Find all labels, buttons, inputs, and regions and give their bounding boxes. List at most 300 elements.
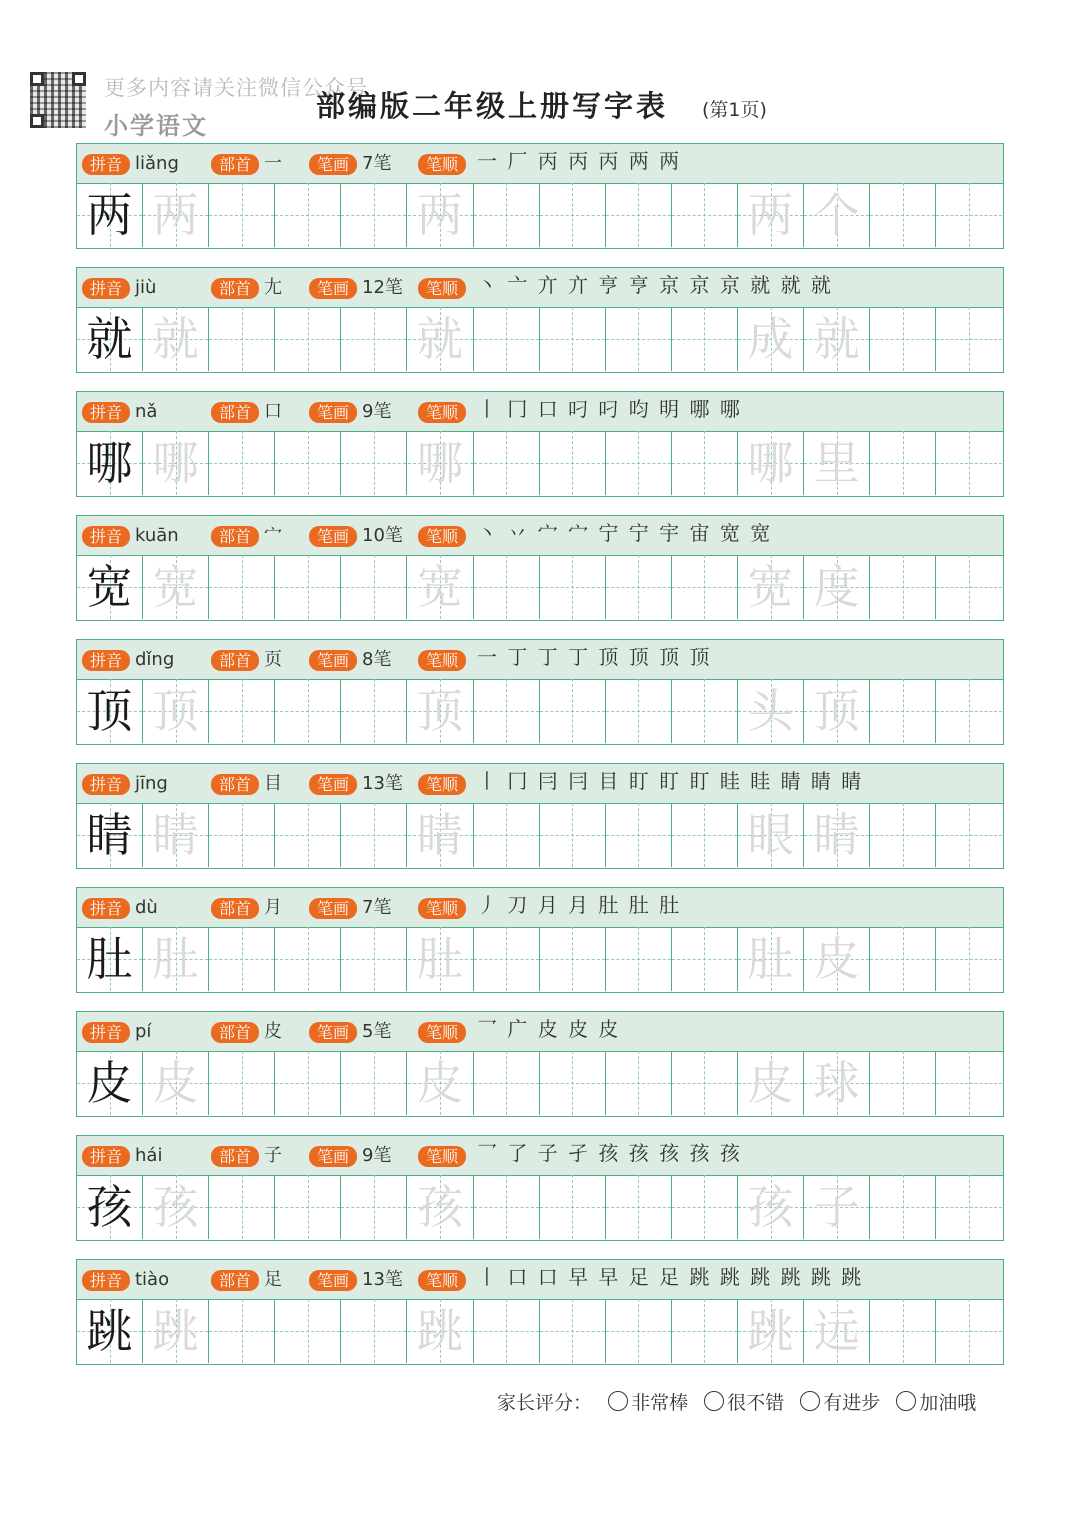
pinyin-value: dǐng — [135, 649, 175, 670]
tian-cell[interactable] — [474, 1299, 540, 1363]
strokes-value: 13笔 — [362, 773, 403, 794]
tian-cell[interactable] — [143, 1299, 209, 1363]
page-number: (第1页) — [702, 99, 767, 121]
strokes-tag: 笔画 — [309, 1022, 357, 1043]
tian-cell[interactable] — [341, 1175, 407, 1239]
strokes-tag: 笔画 — [309, 278, 357, 299]
tian-cell[interactable] — [738, 1051, 804, 1115]
tian-cell[interactable] — [672, 307, 738, 371]
pinyin-tag: 拼音 — [82, 1270, 130, 1291]
tian-cell[interactable] — [936, 1299, 1002, 1363]
tian-cell[interactable] — [341, 307, 407, 371]
tian-cell[interactable] — [804, 307, 870, 371]
trace-character: 度 — [813, 560, 860, 614]
order-tag: 笔顺 — [418, 526, 466, 547]
writing-grid — [77, 555, 1002, 619]
tian-cell[interactable] — [408, 1175, 474, 1239]
trace-character: 睛 — [417, 808, 463, 862]
tian-cell[interactable] — [209, 803, 275, 867]
trace-character: 就 — [417, 312, 463, 366]
tian-cell[interactable] — [341, 431, 407, 495]
trace-character: 顶 — [417, 684, 463, 738]
tian-cell[interactable] — [77, 431, 143, 495]
qr-code — [30, 72, 86, 128]
trace-character: 宽 — [152, 560, 199, 614]
order-tag: 笔顺 — [418, 278, 466, 299]
tian-cell[interactable] — [275, 927, 341, 991]
tian-cell[interactable] — [672, 1299, 738, 1363]
tian-cell[interactable] — [606, 803, 672, 867]
char-info-bar — [77, 888, 1003, 928]
tian-cell[interactable] — [606, 555, 672, 619]
tian-cell[interactable] — [738, 1175, 804, 1239]
page-title: 部编版二年级上册写字表 — [316, 89, 669, 123]
char-card — [76, 267, 1004, 373]
pinyin-value: liǎng — [135, 153, 179, 174]
radical-tag: 部首 — [211, 1022, 259, 1043]
pinyin-value: dù — [135, 897, 158, 918]
trace-character: 就 — [152, 312, 199, 366]
char-card — [76, 1011, 1004, 1117]
radical-value: 一 — [264, 153, 282, 174]
tian-cell[interactable] — [77, 183, 143, 247]
radical-value: 尢 — [264, 277, 282, 298]
tian-cell[interactable] — [209, 927, 275, 991]
strokes-tag: 笔画 — [309, 154, 357, 175]
char-info-bar — [77, 1136, 1003, 1176]
rating-radio-2[interactable] — [704, 1391, 724, 1411]
trace-character: 孩 — [747, 1180, 794, 1234]
tian-cell[interactable] — [870, 183, 936, 247]
tian-cell[interactable] — [870, 431, 936, 495]
strokes-value: 13笔 — [362, 1269, 403, 1290]
tian-cell[interactable] — [672, 679, 738, 743]
pinyin-tag: 拼音 — [82, 1022, 130, 1043]
order-tag: 笔顺 — [418, 898, 466, 919]
tian-cell[interactable] — [143, 183, 209, 247]
tian-cell[interactable] — [936, 307, 1002, 371]
radical-value: 月 — [264, 897, 282, 918]
strokes-tag: 笔画 — [309, 1270, 357, 1291]
char-card — [76, 763, 1004, 869]
strokes-value: 9笔 — [362, 401, 392, 422]
tian-cell[interactable] — [77, 679, 143, 743]
char-card — [76, 1259, 1004, 1365]
pinyin-tag: 拼音 — [82, 154, 130, 175]
tian-cell[interactable] — [606, 1051, 672, 1115]
pinyin-tag: 拼音 — [82, 1146, 130, 1167]
tian-cell[interactable] — [209, 431, 275, 495]
strokes-value: 5笔 — [362, 1021, 392, 1042]
writing-grid — [77, 679, 1002, 743]
tian-cell[interactable] — [540, 183, 606, 247]
tian-cell[interactable] — [408, 803, 474, 867]
tian-cell[interactable] — [77, 1051, 143, 1115]
tian-cell[interactable] — [143, 1051, 209, 1115]
char-card — [76, 887, 1004, 993]
tian-cell[interactable] — [804, 1051, 870, 1115]
pinyin-tag: 拼音 — [82, 774, 130, 795]
tian-cell[interactable] — [672, 927, 738, 991]
tian-cell[interactable] — [606, 1299, 672, 1363]
tian-cell[interactable] — [870, 1051, 936, 1115]
trace-character: 跳 — [152, 1304, 199, 1358]
char-card — [76, 391, 1004, 497]
stroke-order: 丨 冂 冃 冃 目 盯 盯 盯 眭 眭 睛 睛 睛 — [477, 769, 864, 793]
trace-character: 孩 — [152, 1180, 199, 1234]
stroke-order: 一 厂 丙 丙 丙 两 两 — [477, 149, 682, 173]
tian-cell[interactable] — [209, 1051, 275, 1115]
tian-cell[interactable] — [143, 1175, 209, 1239]
tian-cell[interactable] — [870, 803, 936, 867]
tian-cell[interactable] — [474, 555, 540, 619]
tian-cell[interactable] — [341, 679, 407, 743]
trace-character: 球 — [813, 1056, 860, 1110]
strokes-tag: 笔画 — [309, 526, 357, 547]
char-info-bar — [77, 392, 1003, 432]
order-tag: 笔顺 — [418, 402, 466, 423]
trace-character: 皮 — [813, 932, 860, 986]
trace-character: 哪 — [417, 436, 463, 490]
radical-value: 宀 — [264, 525, 282, 546]
tian-cell[interactable] — [870, 307, 936, 371]
trace-character: 两 — [417, 188, 463, 242]
tian-cell[interactable] — [738, 679, 804, 743]
tian-cell[interactable] — [672, 1051, 738, 1115]
rating-option: 加油哦 — [919, 1392, 977, 1414]
tian-cell[interactable] — [804, 555, 870, 619]
tian-cell[interactable] — [738, 183, 804, 247]
rating-radio-1[interactable] — [608, 1391, 628, 1411]
pinyin-value: kuān — [135, 525, 179, 546]
tian-cell[interactable] — [209, 679, 275, 743]
tian-cell[interactable] — [341, 183, 407, 247]
tian-cell[interactable] — [936, 927, 1002, 991]
strokes-value: 10笔 — [362, 525, 403, 546]
tian-cell[interactable] — [275, 679, 341, 743]
pinyin-value: hái — [135, 1145, 163, 1166]
model-character: 睛 — [86, 808, 133, 862]
tian-cell[interactable] — [77, 1299, 143, 1363]
tian-cell[interactable] — [209, 307, 275, 371]
tian-cell[interactable] — [408, 307, 474, 371]
tian-cell[interactable] — [870, 1299, 936, 1363]
pinyin-tag: 拼音 — [82, 278, 130, 299]
tian-cell[interactable] — [936, 1051, 1002, 1115]
tian-cell[interactable] — [870, 1175, 936, 1239]
tian-cell[interactable] — [275, 1299, 341, 1363]
char-info-bar — [77, 1260, 1003, 1300]
pinyin-value: nǎ — [135, 401, 158, 422]
tian-cell[interactable] — [804, 183, 870, 247]
model-character: 就 — [86, 312, 133, 366]
char-card — [76, 1135, 1004, 1241]
tian-cell[interactable] — [143, 679, 209, 743]
stroke-order: 丶 亠 亣 亣 亨 亨 京 京 京 就 就 就 — [477, 273, 833, 297]
follow-prompt: 更多内容请关注微信公众号 — [104, 76, 368, 100]
trace-character: 眼 — [747, 808, 794, 862]
tian-cell[interactable] — [540, 1175, 606, 1239]
tian-cell[interactable] — [804, 679, 870, 743]
tian-cell[interactable] — [474, 679, 540, 743]
stroke-order: 丨 口 口 早 早 足 足 跳 跳 跳 跳 跳 跳 — [477, 1265, 864, 1289]
stroke-order: 乛 了 子 孑 孩 孩 孩 孩 孩 — [477, 1141, 742, 1165]
trace-character: 头 — [747, 684, 794, 738]
tian-cell[interactable] — [936, 803, 1002, 867]
tian-cell[interactable] — [474, 431, 540, 495]
trace-character: 顶 — [152, 684, 199, 738]
tian-cell[interactable] — [672, 431, 738, 495]
tian-cell[interactable] — [804, 1299, 870, 1363]
tian-cell[interactable] — [143, 307, 209, 371]
tian-cell[interactable] — [606, 183, 672, 247]
trace-character: 肚 — [152, 932, 199, 986]
tian-cell[interactable] — [606, 927, 672, 991]
tian-cell[interactable] — [77, 555, 143, 619]
writing-grid — [77, 431, 1002, 495]
writing-grid — [77, 1051, 1002, 1115]
tian-cell[interactable] — [474, 1051, 540, 1115]
char-info-bar — [77, 764, 1003, 804]
tian-cell[interactable] — [540, 431, 606, 495]
tian-cell[interactable] — [738, 431, 804, 495]
radical-value: 子 — [264, 1145, 282, 1166]
radical-tag: 部首 — [211, 154, 259, 175]
tian-cell[interactable] — [540, 555, 606, 619]
tian-cell[interactable] — [870, 555, 936, 619]
tian-cell[interactable] — [341, 1299, 407, 1363]
tian-cell[interactable] — [408, 183, 474, 247]
tian-cell[interactable] — [77, 803, 143, 867]
stroke-order: 乛 广 皮 皮 皮 — [477, 1017, 621, 1041]
tian-cell[interactable] — [408, 679, 474, 743]
rating-option: 很不错 — [727, 1392, 785, 1414]
tian-cell[interactable] — [606, 1175, 672, 1239]
radical-tag: 部首 — [211, 898, 259, 919]
tian-cell[interactable] — [540, 803, 606, 867]
tian-cell[interactable] — [341, 555, 407, 619]
tian-cell[interactable] — [936, 431, 1002, 495]
tian-cell[interactable] — [143, 555, 209, 619]
char-card — [76, 639, 1004, 745]
trace-character: 哪 — [747, 436, 794, 490]
trace-character: 肚 — [417, 932, 463, 986]
tian-cell[interactable] — [341, 803, 407, 867]
tian-cell[interactable] — [540, 1051, 606, 1115]
pinyin-value: pí — [135, 1021, 152, 1042]
tian-cell[interactable] — [275, 431, 341, 495]
trace-character: 成 — [747, 312, 794, 366]
tian-cell[interactable] — [540, 307, 606, 371]
trace-character: 睛 — [152, 808, 199, 862]
tian-cell[interactable] — [738, 803, 804, 867]
radical-tag: 部首 — [211, 1146, 259, 1167]
rating-label: 家长评分： — [497, 1392, 593, 1414]
tian-cell[interactable] — [870, 679, 936, 743]
rating-option: 非常棒 — [631, 1392, 689, 1414]
pinyin-tag: 拼音 — [82, 650, 130, 671]
trace-character: 宽 — [747, 560, 794, 614]
writing-grid — [77, 1175, 1002, 1239]
trace-character: 睛 — [813, 808, 860, 862]
radical-value: 页 — [264, 649, 282, 670]
tian-cell[interactable] — [804, 803, 870, 867]
radical-tag: 部首 — [211, 774, 259, 795]
pinyin-value: tiào — [135, 1269, 170, 1290]
trace-character: 哪 — [152, 436, 199, 490]
radical-value: 皮 — [264, 1021, 282, 1042]
tian-cell[interactable] — [408, 927, 474, 991]
char-info-bar — [77, 144, 1003, 184]
tian-cell[interactable] — [738, 927, 804, 991]
stroke-order: 丨 冂 口 叼 叼 呁 明 哪 哪 — [477, 397, 742, 421]
pinyin-value: jiù — [135, 277, 157, 298]
tian-cell[interactable] — [738, 1299, 804, 1363]
tian-cell[interactable] — [606, 679, 672, 743]
order-tag: 笔顺 — [418, 154, 466, 175]
order-tag: 笔顺 — [418, 1146, 466, 1167]
tian-cell[interactable] — [474, 927, 540, 991]
tian-cell[interactable] — [540, 679, 606, 743]
tian-cell[interactable] — [672, 1175, 738, 1239]
tian-cell[interactable] — [275, 307, 341, 371]
tian-cell[interactable] — [936, 679, 1002, 743]
pinyin-value: jīng — [135, 773, 168, 794]
tian-cell[interactable] — [936, 1175, 1002, 1239]
trace-character: 肚 — [747, 932, 794, 986]
tian-cell[interactable] — [540, 927, 606, 991]
tian-cell[interactable] — [408, 431, 474, 495]
pinyin-tag: 拼音 — [82, 898, 130, 919]
model-character: 跳 — [86, 1304, 133, 1358]
tian-cell[interactable] — [672, 555, 738, 619]
tian-cell[interactable] — [672, 183, 738, 247]
trace-character: 就 — [813, 312, 860, 366]
char-info-bar — [77, 640, 1003, 680]
radical-value: 足 — [264, 1269, 282, 1290]
tian-cell[interactable] — [474, 803, 540, 867]
tian-cell[interactable] — [936, 555, 1002, 619]
tian-cell[interactable] — [606, 307, 672, 371]
strokes-value: 7笔 — [362, 153, 392, 174]
trace-character: 两 — [747, 188, 794, 242]
tian-cell[interactable] — [341, 927, 407, 991]
tian-cell[interactable] — [77, 307, 143, 371]
rating-radio-4[interactable] — [896, 1391, 916, 1411]
stroke-order: 一 丁 丁 丁 顶 顶 顶 顶 — [477, 645, 712, 669]
tian-cell[interactable] — [804, 431, 870, 495]
trace-character: 子 — [813, 1180, 860, 1234]
tian-cell[interactable] — [804, 1175, 870, 1239]
tian-cell[interactable] — [209, 183, 275, 247]
writing-grid — [77, 1299, 1002, 1363]
strokes-tag: 笔画 — [309, 650, 357, 671]
tian-cell[interactable] — [209, 555, 275, 619]
tian-cell[interactable] — [77, 927, 143, 991]
strokes-tag: 笔画 — [309, 402, 357, 423]
strokes-value: 12笔 — [362, 277, 403, 298]
tian-cell[interactable] — [275, 555, 341, 619]
order-tag: 笔顺 — [418, 650, 466, 671]
radical-tag: 部首 — [211, 402, 259, 423]
pinyin-tag: 拼音 — [82, 402, 130, 423]
tian-cell[interactable] — [341, 1051, 407, 1115]
tian-cell[interactable] — [209, 1299, 275, 1363]
model-character: 两 — [86, 188, 133, 242]
strokes-value: 8笔 — [362, 649, 392, 670]
model-character: 皮 — [86, 1056, 133, 1110]
tian-cell[interactable] — [77, 1175, 143, 1239]
trace-character: 里 — [813, 436, 860, 490]
radical-tag: 部首 — [211, 526, 259, 547]
tian-cell[interactable] — [870, 927, 936, 991]
tian-cell[interactable] — [804, 927, 870, 991]
tian-cell[interactable] — [738, 307, 804, 371]
tian-cell[interactable] — [275, 1175, 341, 1239]
tian-cell[interactable] — [275, 803, 341, 867]
model-character: 宽 — [86, 560, 133, 614]
trace-character: 两 — [152, 188, 199, 242]
strokes-value: 7笔 — [362, 897, 392, 918]
tian-cell[interactable] — [738, 555, 804, 619]
radical-value: 口 — [264, 401, 282, 422]
strokes-tag: 笔画 — [309, 1146, 357, 1167]
radical-tag: 部首 — [211, 1270, 259, 1291]
trace-character: 顶 — [813, 684, 860, 738]
strokes-value: 9笔 — [362, 1145, 392, 1166]
tian-cell[interactable] — [143, 927, 209, 991]
trace-character: 皮 — [747, 1056, 794, 1110]
tian-cell[interactable] — [936, 183, 1002, 247]
trace-character: 孩 — [417, 1180, 463, 1234]
trace-character: 个 — [813, 188, 860, 242]
tian-cell[interactable] — [606, 431, 672, 495]
model-character: 孩 — [86, 1180, 133, 1234]
char-card — [76, 515, 1004, 621]
parent-rating — [497, 1388, 976, 1415]
strokes-tag: 笔画 — [309, 898, 357, 919]
tian-cell[interactable] — [209, 1175, 275, 1239]
stroke-order: 丶 丷 宀 宀 宁 宁 宇 宙 宽 宽 — [477, 521, 773, 545]
model-character: 肚 — [86, 932, 133, 986]
tian-cell[interactable] — [275, 1051, 341, 1115]
trace-character: 跳 — [417, 1304, 463, 1358]
tian-cell[interactable] — [143, 431, 209, 495]
trace-character: 跳 — [747, 1304, 794, 1358]
tian-cell[interactable] — [474, 1175, 540, 1239]
brand-name: 小学语文 — [104, 112, 208, 140]
pinyin-tag: 拼音 — [82, 526, 130, 547]
trace-character: 远 — [813, 1304, 860, 1358]
tian-cell[interactable] — [540, 1299, 606, 1363]
rating-radio-3[interactable] — [800, 1391, 820, 1411]
char-info-bar — [77, 516, 1003, 556]
tian-cell[interactable] — [672, 803, 738, 867]
tian-cell[interactable] — [474, 307, 540, 371]
tian-cell[interactable] — [408, 1299, 474, 1363]
radical-tag: 部首 — [211, 278, 259, 299]
writing-grid — [77, 307, 1002, 371]
tian-cell[interactable] — [408, 555, 474, 619]
tian-cell[interactable] — [474, 183, 540, 247]
radical-tag: 部首 — [211, 650, 259, 671]
tian-cell[interactable] — [275, 183, 341, 247]
order-tag: 笔顺 — [418, 1022, 466, 1043]
tian-cell[interactable] — [143, 803, 209, 867]
char-info-bar — [77, 1012, 1003, 1052]
tian-cell[interactable] — [408, 1051, 474, 1115]
model-character: 哪 — [86, 436, 133, 490]
